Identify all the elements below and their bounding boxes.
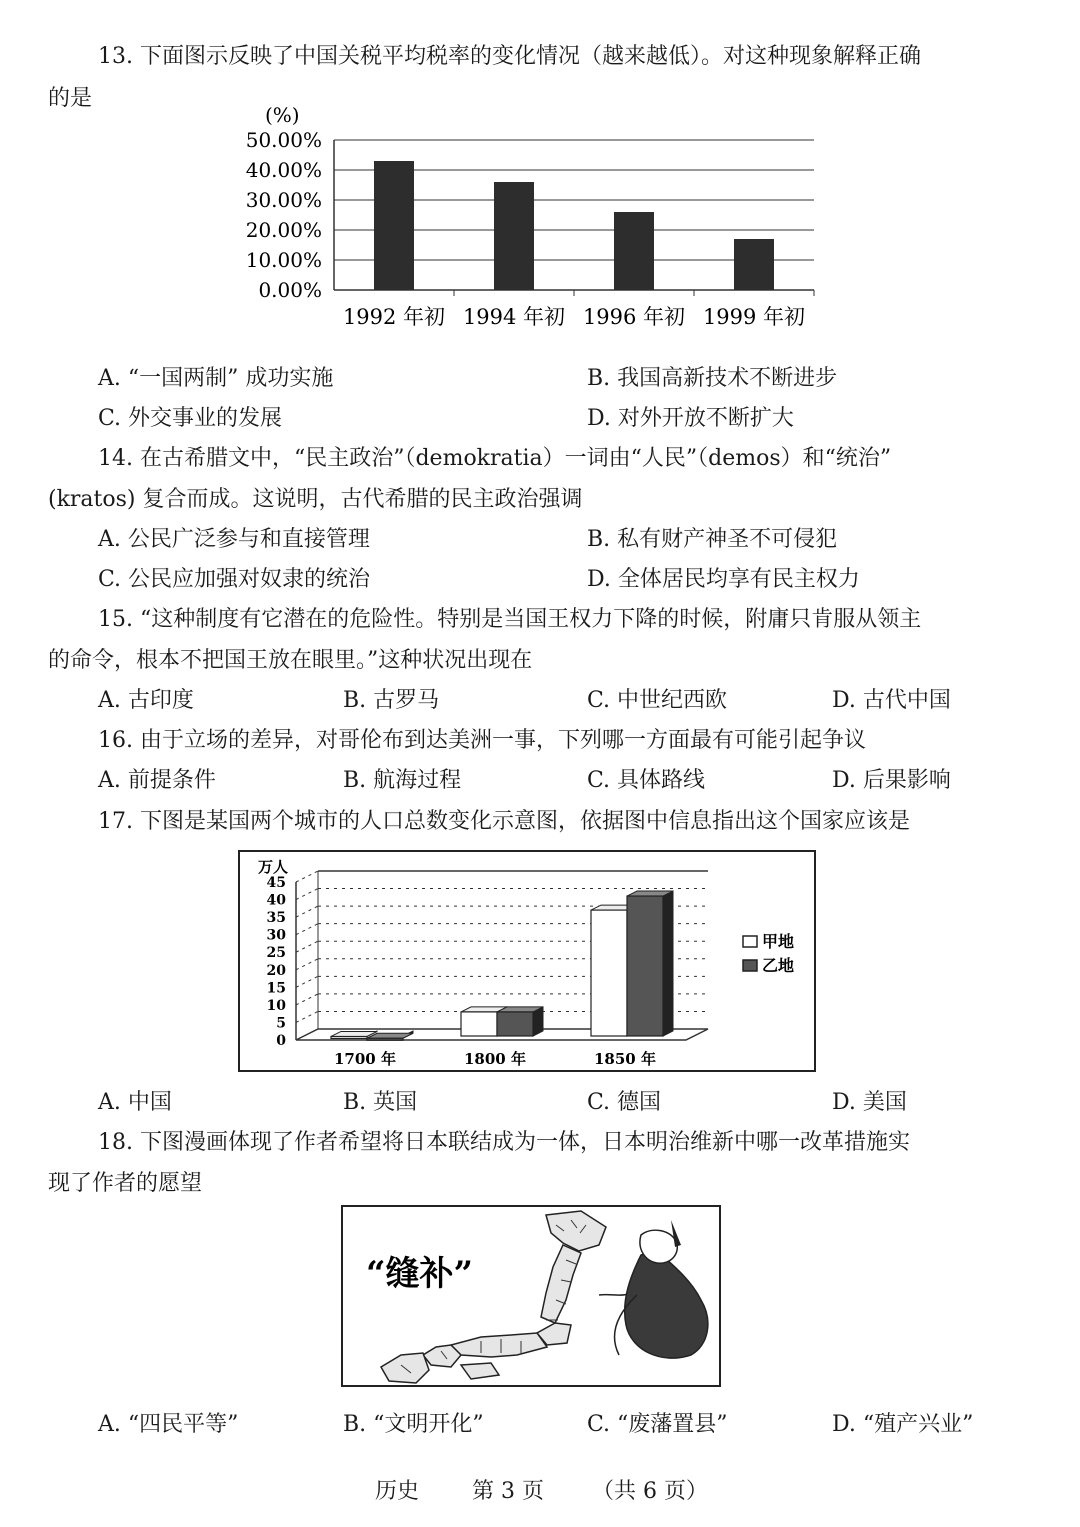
q13-option-a[interactable]: A. “一国两制” 成功实施 — [98, 366, 334, 391]
q15-option-b[interactable]: B. 古罗马 — [343, 688, 440, 713]
q14-option-d[interactable]: D. 全体居民均享有民主权力 — [587, 567, 860, 592]
q15-option-c[interactable]: C. 中世纪西欧 — [587, 688, 728, 713]
q16-option-c[interactable]: C. 具体路线 — [587, 768, 706, 793]
q13-option-b[interactable]: B. 我国高新技术不断进步 — [587, 366, 838, 391]
q14-option-c[interactable]: C. 公民应加强对奴隶的统治 — [98, 567, 371, 592]
q17-option-c[interactable]: C. 德国 — [587, 1090, 662, 1115]
chart1-ytick: 50.00% — [245, 128, 322, 152]
chart2-ylabel: 万人 — [258, 858, 289, 876]
chart2-bar — [591, 910, 627, 1036]
q18-stem-line2: 现了作者的愿望 — [48, 1171, 203, 1196]
chart2-ytick: 40 — [266, 892, 286, 909]
chart2-bar-side — [663, 891, 673, 1036]
footer-page: 第 3 页 — [472, 1479, 544, 1504]
footer-subject: 历史 — [375, 1479, 420, 1504]
chart2-bar — [497, 1012, 533, 1036]
q14-option-a[interactable]: A. 公民广泛参与和直接管理 — [98, 527, 370, 552]
chart2-bar — [461, 1012, 497, 1036]
q15-option-a[interactable]: A. 古印度 — [98, 688, 194, 713]
q18-stem-line1: 18. 下图漫画体现了作者希望将日本联结成为一体，日本明治维新中哪一改革措施实 — [98, 1130, 910, 1155]
chart1-bar — [614, 212, 654, 290]
chart2-bar — [367, 1038, 403, 1040]
q15-option-d[interactable]: D. 古代中国 — [832, 688, 951, 713]
q16-option-a[interactable]: A. 前提条件 — [98, 768, 216, 793]
q18-option-b[interactable]: B. “文明开化” — [343, 1412, 484, 1437]
chart2-xtick: 1800 年 — [464, 1050, 526, 1068]
population-3d-bar-chart — [238, 850, 816, 1072]
q13-stem-line2: 的是 — [48, 86, 93, 111]
chart2-legend-label: 甲地 — [762, 932, 795, 951]
q14-stem-line2: (kratos) 复合而成。这说明，古代希腊的民主政治强调 — [48, 487, 583, 512]
chart1-xtick: 1992 年初 — [342, 305, 446, 329]
q14-option-b[interactable]: B. 私有财产神圣不可侵犯 — [587, 527, 838, 552]
q17-option-d[interactable]: D. 美国 — [832, 1090, 907, 1115]
q18-option-d[interactable]: D. “殖产兴业” — [832, 1412, 974, 1437]
chart1-xtick: 1999 年初 — [702, 305, 806, 329]
chart1-ylabel: (%) — [265, 103, 300, 127]
q16-stem: 16. 由于立场的差异，对哥伦布到达美洲一事，下列哪一方面最有可能引起争议 — [98, 728, 866, 753]
chart2-legend-label: 乙地 — [762, 956, 795, 975]
chart2-ytick: 20 — [266, 962, 286, 979]
q15-stem-line2: 的命令，根本不把国王放在眼里。”这种状况出现在 — [48, 648, 533, 673]
q13-option-d[interactable]: D. 对外开放不断扩大 — [587, 406, 794, 431]
q18-option-c[interactable]: C. “废藩置县” — [587, 1412, 728, 1437]
q16-option-d[interactable]: D. 后果影响 — [832, 768, 951, 793]
chart1-ytick: 20.00% — [245, 218, 322, 242]
chart2-legend-swatch — [743, 960, 757, 971]
chart1-xtick: 1996 年初 — [582, 305, 686, 329]
chart1-ytick: 40.00% — [245, 158, 322, 182]
q13-option-c[interactable]: C. 外交事业的发展 — [98, 406, 283, 431]
q18-option-a[interactable]: A. “四民平等” — [98, 1412, 239, 1437]
chart2-ytick: 35 — [266, 910, 286, 927]
chart2-ytick: 10 — [266, 997, 286, 1014]
chart2-ytick: 5 — [276, 1015, 286, 1032]
chart2-ytick: 15 — [266, 980, 286, 997]
chart2-ytick: 25 — [266, 945, 286, 962]
q17-option-b[interactable]: B. 英国 — [343, 1090, 418, 1115]
q15-stem-line1: 15. “这种制度有它潜在的危险性。特别是当国王权力下降的时候，附庸只肯服从领主 — [98, 607, 922, 632]
chart1-ytick: 30.00% — [245, 188, 322, 212]
q16-option-b[interactable]: B. 航海过程 — [343, 768, 462, 793]
chart2-bar — [331, 1036, 367, 1038]
chart2-xtick: 1700 年 — [334, 1050, 396, 1068]
chart1-ytick: 0.00% — [258, 278, 322, 302]
q17-stem: 17. 下图是某国两个城市的人口总数变化示意图，依据图中信息指出这个国家应该是 — [98, 809, 910, 834]
japan-sewing-cartoon — [341, 1205, 721, 1387]
q17-option-a[interactable]: A. 中国 — [98, 1090, 172, 1115]
chart2-ytick: 45 — [266, 875, 286, 891]
chart1-bar — [494, 182, 534, 290]
chart2-xtick: 1850 年 — [594, 1050, 656, 1068]
chart2-bar — [627, 896, 663, 1036]
footer-total: （共 6 页） — [592, 1479, 708, 1504]
q13-stem-line1: 13. 下面图示反映了中国关税平均税率的变化情况（越来越低）。对这种现象解释正确 — [98, 44, 921, 69]
q14-stem-line1: 14. 在古希腊文中，“民主政治”（demokratia）一词由“人民”（demos）和“统治” — [98, 446, 892, 471]
chart1-xtick: 1994 年初 — [462, 305, 566, 329]
chart1-bar — [374, 161, 414, 290]
chart1-bar — [734, 239, 774, 290]
chart2-ytick: 30 — [266, 927, 286, 944]
cartoon-caption: “缝补” — [366, 1254, 474, 1294]
tariff-bar-chart — [240, 98, 840, 338]
chart2-legend-swatch — [743, 936, 757, 947]
chart2-ytick: 0 — [276, 1033, 286, 1049]
chart1-ytick: 10.00% — [245, 248, 322, 272]
